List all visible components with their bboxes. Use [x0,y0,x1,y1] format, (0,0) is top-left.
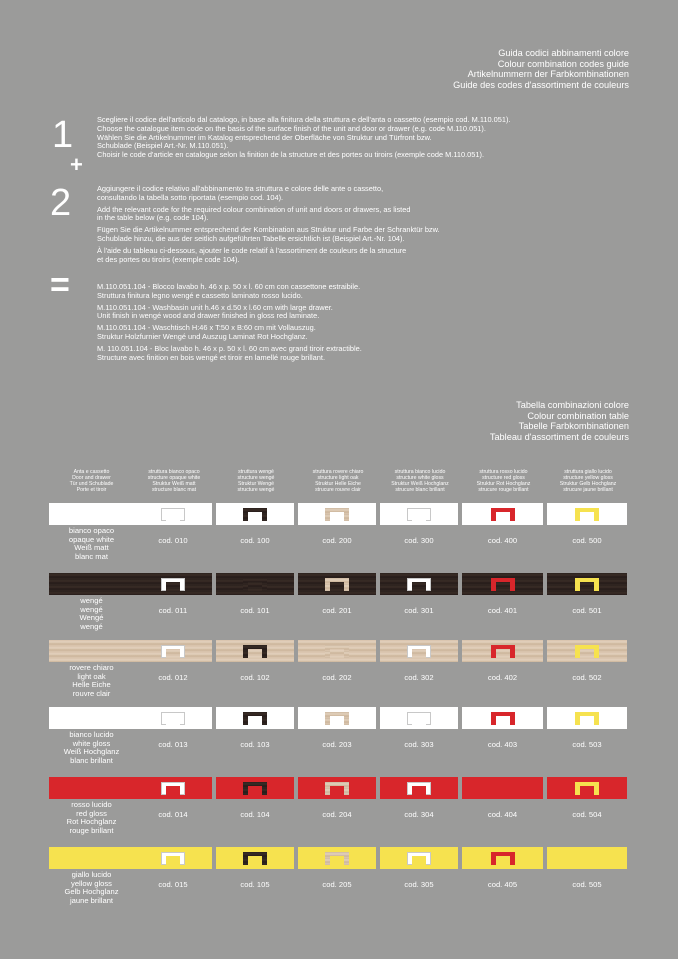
column-header-2 [216,469,296,493]
result-en-2: Unit finish in wengé wood and drawer finished in gloss red laminate. [97,311,320,321]
combination-swatch [134,503,212,525]
combination-swatch [380,503,458,525]
guide-title-fr: Guide des codes d'assortiment de couleurs [453,79,629,90]
unit-drawer-opening [248,856,262,865]
row-label [49,597,134,632]
column-header-line: struttura bianco opaco [148,469,200,475]
unit-drawer-opening [330,649,344,658]
combination-code: cod. 013 [158,740,188,749]
step-two-en-1: Add the relevant code for the required colour combination of unit and doors or drawers, as listed [97,204,411,214]
unit-drawer-opening [248,716,262,725]
combination-swatch [462,707,543,729]
step-one-text [97,116,511,160]
row-label-line: white gloss [72,738,111,748]
unit-structure-icon [325,578,349,591]
corner-header-line: Anta e cassetto [73,469,110,475]
table-corner-header [49,469,134,493]
combination-code: cod. 104 [240,810,270,819]
unit-drawer-opening [166,649,180,658]
guide-title-en: Colour combination codes guide [497,58,629,69]
combination-code: cod. 403 [487,740,518,749]
combination-swatch [462,847,543,869]
combination-swatch [298,777,376,799]
result-text [97,283,362,362]
combination-swatch [462,640,543,662]
combination-code: cod. 100 [240,536,270,545]
column-header-line: Struktur Weiß Hochglanz [391,481,449,487]
unit-drawer-opening [412,856,426,865]
combination-swatch [547,707,627,729]
unit-drawer-opening [580,582,594,591]
row-label-line: wengé [80,596,103,605]
table-title-it: Tabella combinazioni colore [516,400,629,410]
row-label-line: Rot Hochglanz [66,817,117,827]
unit-structure-icon [161,782,185,795]
row-label-line: rouge brillant [69,826,114,836]
table-title-en: Colour combination table [527,410,629,421]
column-header-line: Struktur Wengé [238,481,274,487]
step-one-de-1: Wählen Sie die Artikelnummer im Katalog entsprechend der Oberfläche von Struktur und Türfront bzw. [97,132,432,142]
combination-swatch [216,573,294,595]
step-two-en-2: in the table below (e.g. code 104). [97,213,209,223]
row-label-line: wengé [80,622,103,632]
combination-code: cod. 505 [572,880,602,889]
step-two-fr-1: À l'aide du tableau ci-dessous, ajouter le code relatif à l'assortiment de couleurs de la structure [97,245,407,255]
combination-code: cod. 203 [322,740,352,749]
row-label-line: opaque white [68,534,115,544]
column-header-line: strucure blanc brillant [395,487,445,493]
unit-drawer-opening [248,512,262,521]
combination-swatch [134,640,212,662]
row-label-line: blanc brillant [70,756,113,766]
result-en-1: M.110.051.104 - Washbasin unit h.46 x d.50 x l.60 cm with large drawer. [97,302,333,312]
combination-code: cod. 014 [158,810,188,819]
unit-structure-icon [407,578,431,591]
row-label-line: Weiß matt [74,543,109,553]
table-row [49,777,629,799]
unit-structure-icon [491,578,515,591]
combination-code: cod. 303 [404,740,434,749]
unit-drawer-opening [330,582,344,591]
row-label-line: jaune brillant [69,896,114,906]
result-de-2: Struktur Holzfurnier Wengé und Auszug Laminat Rot Hochglanz. [97,331,308,341]
row-color-swatch [49,707,134,729]
unit-drawer-opening [330,512,344,521]
combination-code: cod. 204 [322,810,352,819]
corner-header-line: Porte et tiroir [76,487,107,493]
combination-swatch [380,640,458,662]
step-one-it: Scegliere il codice dell'articolo dal catalogo, in base alla finitura della struttura e dell'anta o cassetto (esempio cod. M.110.051). [97,115,511,124]
combination-swatch [216,707,294,729]
combination-code: cod. 012 [158,673,188,682]
combination-swatch [380,573,458,595]
unit-drawer-opening [166,786,180,795]
unit-structure-icon [243,852,267,865]
guide-title-de: Artikelnummern der Farbkombinationen [467,69,629,80]
column-header-line: structure light oak [317,475,359,481]
unit-drawer-opening [580,716,594,725]
combination-code: cod. 305 [404,880,434,889]
combination-swatch [462,573,543,595]
step-two-number: 2 [50,182,72,224]
unit-structure-icon [161,712,185,725]
column-header-line: Struktur Helle Eiche [315,481,361,487]
combination-code: cod. 401 [487,606,518,615]
column-header-6 [547,469,629,493]
unit-drawer-opening [496,856,510,865]
table-row [49,573,629,595]
result-it-1: M.110.051.104 - Blocco lavabo h. 46 x p. 50 x l. 60 cm con cassettone estraibile. [97,282,361,291]
unit-structure-icon [491,782,515,795]
column-header-1 [134,469,214,493]
combination-code: cod. 105 [240,880,270,889]
row-label-line: wengé [80,604,103,614]
combination-swatch [298,707,376,729]
row-label-line: Wengé [79,613,104,623]
row-color-swatch [49,640,134,662]
combination-code: cod. 504 [572,810,602,819]
unit-structure-icon [161,508,185,521]
unit-drawer-opening [412,649,426,658]
combination-swatch [298,847,376,869]
combination-code: cod. 501 [572,606,602,615]
unit-drawer-opening [580,856,594,865]
unit-drawer-opening [412,716,426,725]
column-header-line: strucure rouge brillant [478,487,529,493]
combination-code: cod. 301 [404,606,434,615]
unit-structure-icon [407,508,431,521]
corner-header-line: Tür und Schublade [69,481,114,487]
column-header-line: struttura rovere chiaro [312,469,364,475]
step-two-fr-2: et des portes ou tiroirs (exemple code 104). [97,254,240,264]
unit-structure-icon [575,712,599,725]
row-label-line: red gloss [76,808,107,818]
unit-drawer-opening [248,582,262,591]
result-it-2: Struttura finitura legno wengé e cassetto laminato rosso lucido. [97,290,303,300]
combination-code: cod. 402 [487,673,518,682]
step-one-fr: Choisir le code d'article en catalogue selon la finition de la structure et des portes ou tiroirs (exemple code M.110.051). [97,150,485,160]
combination-code: cod. 400 [487,536,518,545]
combination-swatch [298,573,376,595]
unit-drawer-opening [330,716,344,725]
combination-swatch [547,503,627,525]
combination-swatch [134,573,212,595]
row-label-line: rovere chiaro [69,663,114,672]
row-label-line: rosso lucido [71,800,112,809]
unit-drawer-opening [496,512,510,521]
plus-sign: + [70,152,83,177]
table-title-fr: Tableau d'assortiment de couleurs [489,431,629,442]
column-header-line: structure opaque white [147,475,201,481]
combination-swatch [547,777,627,799]
combination-swatch [134,707,212,729]
step-two-de-2: Schublade hinzu, die aus der seitlich aufgeführten Tabelle ersichtlich ist (Beispiel Art.-Nr. 104). [97,233,405,243]
unit-drawer-opening [580,649,594,658]
result-fr-2: Structure avec finition en bois wengé et tiroir en lamellé rouge brillant. [97,352,325,362]
unit-structure-icon [491,712,515,725]
combination-swatch [298,640,376,662]
column-header-line: structure wengé [237,475,275,481]
row-label [49,801,134,836]
combination-swatch [380,847,458,869]
unit-drawer-opening [580,512,594,521]
row-label-line: rouvre clair [72,689,111,699]
unit-structure-icon [243,508,267,521]
step-two-text [97,185,440,264]
column-header-line: structure wengé [237,487,275,493]
column-header-line: structure yellow gloss [563,475,613,481]
unit-drawer-opening [412,786,426,795]
table-title-block [490,400,629,442]
column-header-line: strucure rouvre clair [315,487,361,493]
result-de-1: M.110.051.104 - Waschtisch H:46 x T:50 x B:60 cm mit Vollauszug. [97,323,316,333]
unit-drawer-opening [496,582,510,591]
combination-code: cod. 101 [240,606,270,615]
row-label-line: Helle Eiche [72,680,111,690]
unit-drawer-opening [496,716,510,725]
column-header-5 [462,469,545,493]
combination-swatch [547,640,627,662]
column-header-4 [380,469,460,493]
combination-swatch [216,847,294,869]
row-label [49,664,134,699]
column-header-line: structure blanc mat [151,487,197,493]
row-color-swatch [49,777,134,799]
unit-drawer-opening [166,856,180,865]
unit-structure-icon [325,508,349,521]
unit-drawer-opening [580,786,594,795]
step-two-it-1: Aggiungere il codice relativo all'abbinamento tra struttura e colore delle ante o cassetto, [97,184,384,193]
unit-drawer-opening [496,786,510,795]
row-color-swatch [49,847,134,869]
unit-drawer-opening [166,582,180,591]
row-label-line: blanc mat [75,552,108,562]
combination-code: cod. 205 [322,880,352,889]
combination-swatch [380,707,458,729]
combination-code: cod. 502 [572,673,602,682]
column-header-line: Struktur Gelb Hochglanz [559,481,617,487]
column-header-line: strucure jaune brillant [563,487,613,493]
unit-drawer-opening [330,786,344,795]
combination-code: cod. 300 [404,536,434,545]
column-header-3 [298,469,378,493]
row-label-line: giallo lucido [71,870,112,879]
table-row [49,503,629,525]
row-label-line: Gelb Hochglanz [64,887,119,897]
unit-structure-icon [161,645,185,658]
unit-structure-icon [243,645,267,658]
unit-structure-icon [161,852,185,865]
row-label-line: Weiß Hochglanz [63,747,120,757]
combination-code: cod. 011 [158,606,188,615]
unit-structure-icon [575,782,599,795]
unit-structure-icon [243,782,267,795]
guide-title-block [453,48,629,90]
combination-code: cod. 302 [404,673,434,682]
unit-structure-icon [325,782,349,795]
unit-drawer-opening [412,512,426,521]
row-color-swatch [49,573,134,595]
step-one-number: 1 [52,114,74,156]
column-header-line: struttura wengé [238,469,274,475]
combination-swatch [134,847,212,869]
unit-structure-icon [407,645,431,658]
guide-title-it: Guida codici abbinamenti colore [498,48,629,58]
unit-structure-icon [161,578,185,591]
row-label-line: bianco opaco [68,526,115,535]
table-row [49,847,629,869]
combination-code: cod. 103 [240,740,270,749]
corner-header-line: Door and drawer [72,475,111,481]
combination-code: cod. 202 [322,673,352,682]
row-label-line: light oak [77,671,106,681]
unit-structure-icon [491,645,515,658]
equals-sign: = [50,266,70,304]
unit-structure-icon [575,852,599,865]
unit-structure-icon [407,782,431,795]
table-row [49,640,629,662]
unit-structure-icon [575,645,599,658]
unit-drawer-opening [166,716,180,725]
unit-drawer-opening [330,856,344,865]
unit-structure-icon [325,712,349,725]
unit-structure-icon [243,578,267,591]
column-header-line: Struktur Rot Hochglanz [476,481,531,487]
unit-structure-icon [325,852,349,865]
unit-drawer-opening [248,786,262,795]
row-color-swatch [49,503,134,525]
combination-swatch [547,573,627,595]
combination-swatch [462,777,543,799]
combination-swatch [298,503,376,525]
combination-code: cod. 503 [572,740,602,749]
combination-code: cod. 201 [322,606,352,615]
table-row [49,707,629,729]
combination-code: cod. 405 [487,880,518,889]
combination-swatch [134,777,212,799]
combination-code: cod. 200 [322,536,352,545]
combination-code: cod. 304 [404,810,434,819]
unit-structure-icon [243,712,267,725]
column-header-line: structure white gloss [396,475,444,481]
combination-code: cod. 015 [158,880,188,889]
unit-structure-icon [491,508,515,521]
column-header-line: struttura rosso lucido [479,469,528,475]
unit-drawer-opening [412,582,426,591]
row-label-line: bianco lucido [69,730,114,739]
step-two-de-1: Fügen Sie die Artikelnummer entsprechend der Kombination aus Struktur und Farbe der Schranktür bzw. [97,225,440,235]
step-two-it-2: consultando la tabella sotto riportata (esempio cod. 104). [97,192,284,202]
combination-swatch [547,847,627,869]
combination-swatch [216,640,294,662]
unit-structure-icon [491,852,515,865]
column-header-line: structure red gloss [482,475,525,481]
row-label [49,527,134,562]
combination-swatch [216,503,294,525]
combination-code: cod. 102 [240,673,270,682]
unit-structure-icon [407,852,431,865]
table-title-de: Tabelle Farbkombinationen [518,421,629,432]
row-label-line: yellow gloss [71,878,112,888]
result-fr-1: M. 110.051.104 - Bloc lavabo h. 46 x p. 50 x l. 60 cm avec grand tiroir extractible. [97,343,362,353]
column-header-line: struttura bianco lucido [394,469,446,475]
unit-structure-icon [407,712,431,725]
combination-swatch [216,777,294,799]
step-one-de-2: Schublade (Beispiel Art.-Nr. M.110.051). [97,141,229,151]
column-header-line: Struktur Weiß matt [152,481,196,487]
unit-drawer-opening [248,649,262,658]
combination-swatch [380,777,458,799]
unit-structure-icon [325,645,349,658]
combination-swatch [462,503,543,525]
combination-code: cod. 500 [572,536,602,545]
combination-code: cod. 010 [158,536,188,545]
unit-structure-icon [575,578,599,591]
step-one-en: Choose the catalogue item code on the basis of the surface finish of the unit and door or drawer (e.g. code M.110.051). [97,123,486,133]
row-label [49,871,134,906]
unit-drawer-opening [166,512,180,521]
row-label [49,731,134,766]
unit-drawer-opening [496,649,510,658]
column-header-line: struttura giallo lucido [564,469,612,475]
unit-structure-icon [575,508,599,521]
combination-code: cod. 404 [487,810,518,819]
